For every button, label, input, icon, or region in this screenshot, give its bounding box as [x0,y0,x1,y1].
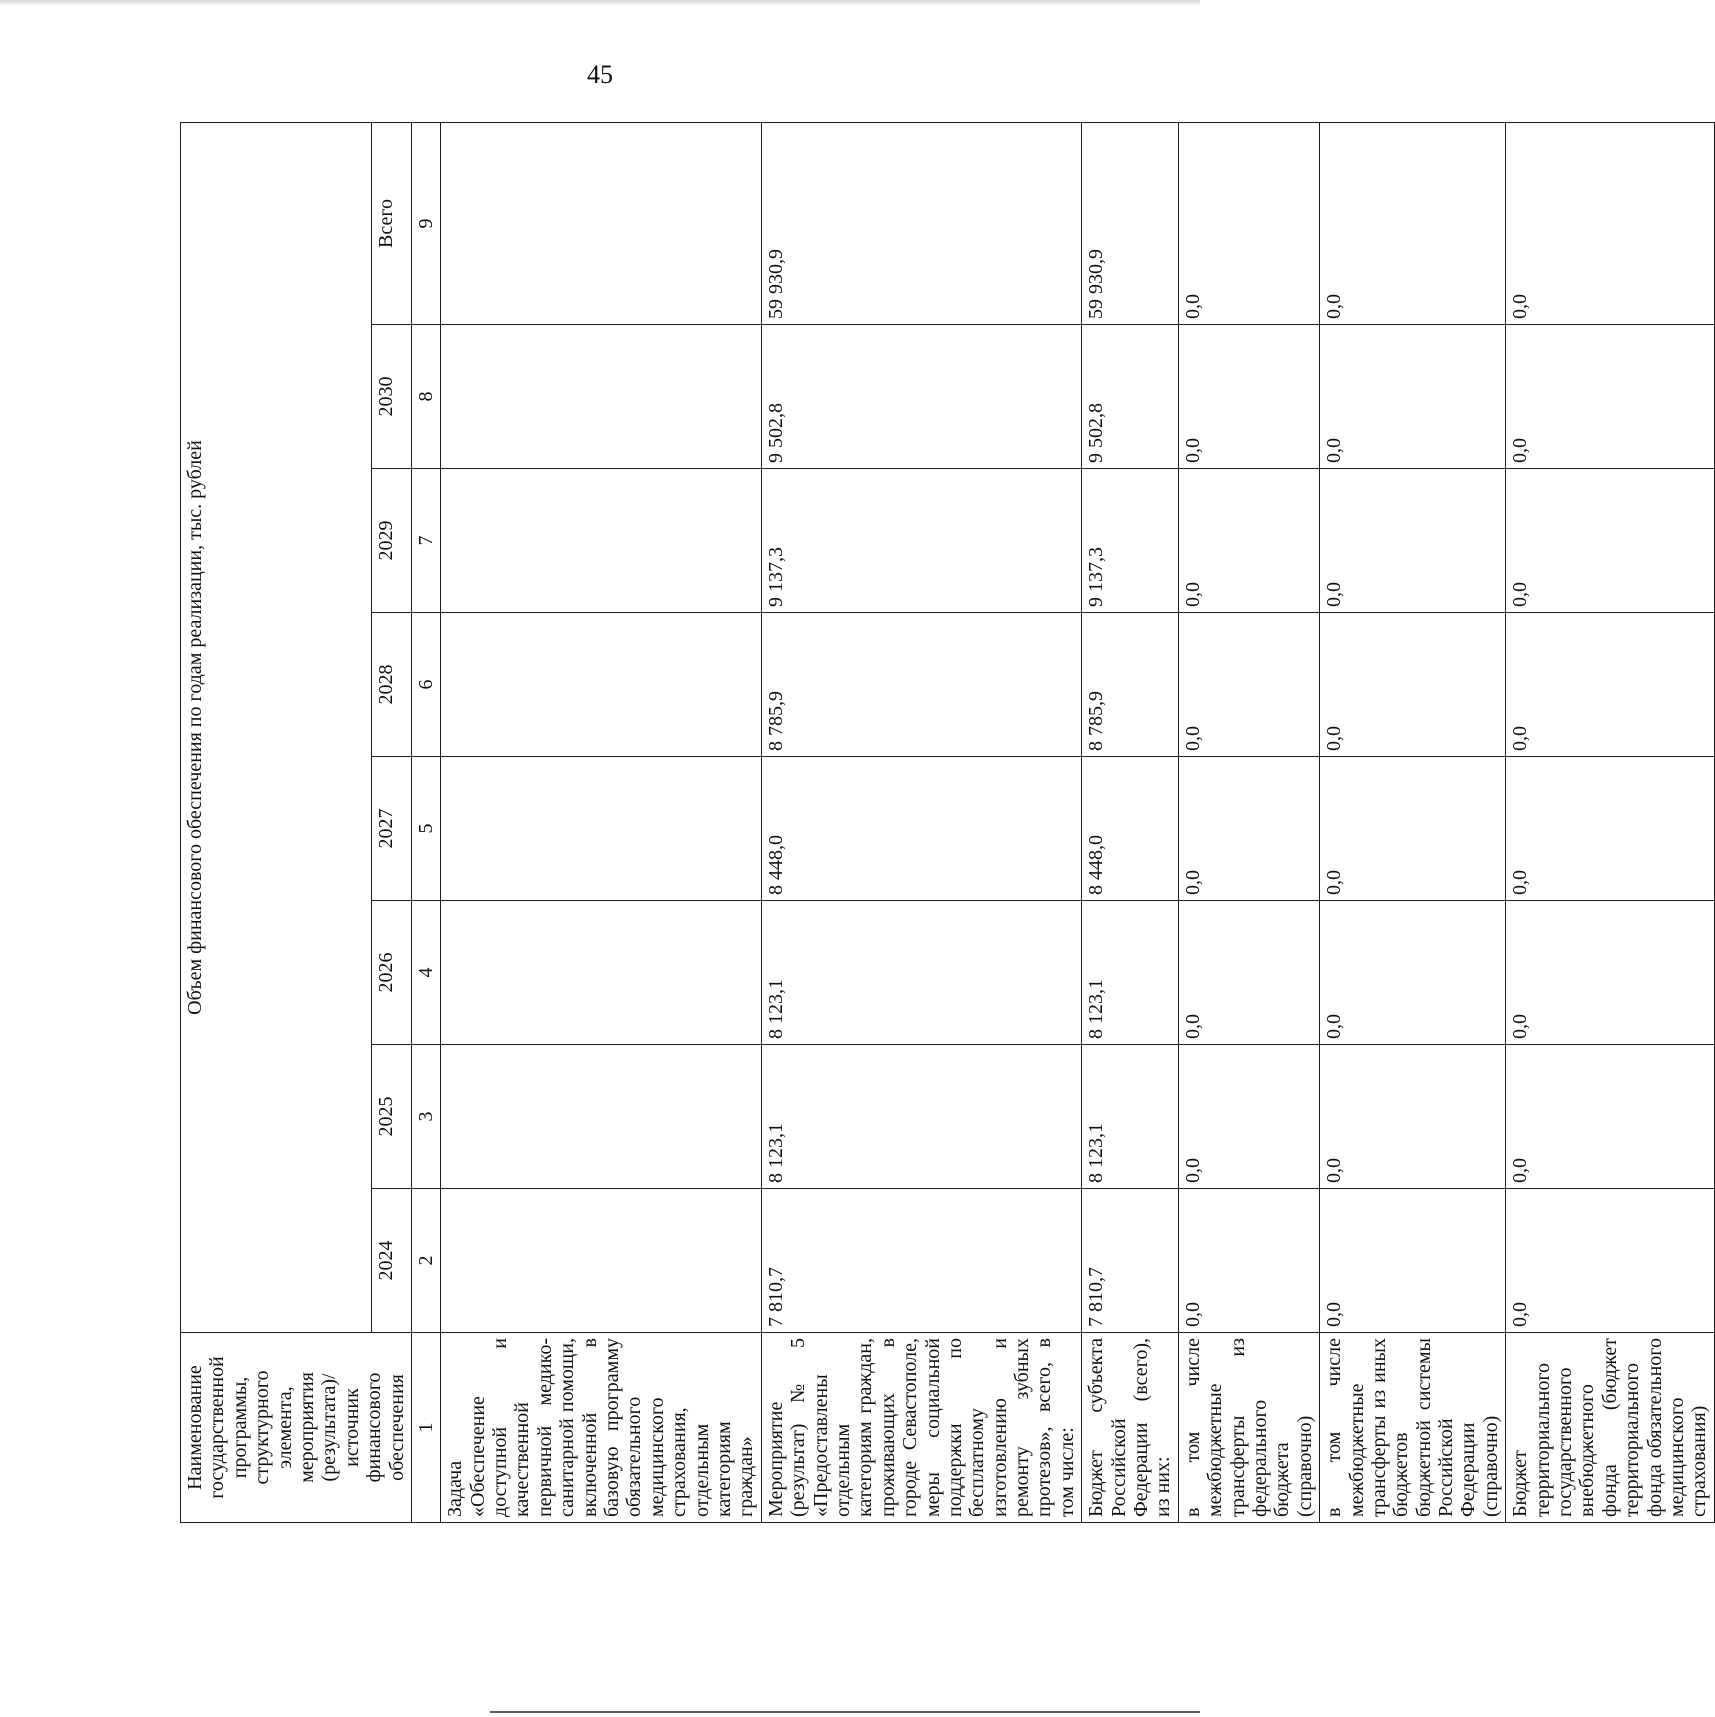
row-value [441,901,761,1045]
page-number: 45 [587,60,613,89]
row-value: 0,0 [1506,1189,1715,1333]
row-value: 0,0 [1178,613,1319,757]
row-value [441,1045,761,1189]
row-value: 7 810,7 [1082,1189,1179,1333]
row-name: Задача «Обеспечение доступной и качественной первичной медико-санитарной помощи, включенной в базовую программу обязательного медицинского страхования, отдельным категориям граждан» [441,1333,761,1523]
column-number: 1 [411,1333,440,1523]
header-year: 2030 [372,325,412,469]
header-total: Всего [372,122,412,324]
row-value: 8 448,0 [761,757,1081,901]
row-value: 0,0 [1506,122,1715,324]
row-value: 0,0 [1178,901,1319,1045]
header-years-row [372,122,412,1522]
row-value: 0,0 [1320,1045,1506,1189]
column-number: 7 [411,469,440,613]
table-row-territorial-fund [1506,122,1715,1522]
row-value: 7 810,7 [761,1189,1081,1333]
row-value: 0,0 [1320,122,1506,324]
row-value: 0,0 [1320,469,1506,613]
column-number: 8 [411,325,440,469]
row-value: 0,0 [1506,901,1715,1045]
table-row-other-transfers [1320,122,1506,1522]
row-value: 8 448,0 [1082,757,1179,901]
column-number-row [411,122,440,1522]
row-value: 9 502,8 [761,325,1081,469]
row-value: 0,0 [1320,613,1506,757]
header-year: 2028 [372,613,412,757]
column-number: 2 [411,1189,440,1333]
header-year: 2026 [372,901,412,1045]
table-row-subject-budget [1082,122,1179,1522]
scan-edge-bottom [490,1711,1200,1713]
row-value: 0,0 [1178,1045,1319,1189]
table-row-task [441,122,761,1522]
rotated-table-wrapper [180,123,1711,1523]
row-value [441,757,761,901]
row-value: 0,0 [1178,122,1319,324]
row-value: 8 123,1 [1082,1045,1179,1189]
column-number: 5 [411,757,440,901]
column-number: 9 [411,122,440,324]
row-value: 9 137,3 [1082,469,1179,613]
row-value [441,122,761,324]
column-number: 6 [411,613,440,757]
row-value: 9 137,3 [761,469,1081,613]
row-value: 8 123,1 [1082,901,1179,1045]
row-value: 0,0 [1320,325,1506,469]
row-value [441,1189,761,1333]
row-value: 0,0 [1320,901,1506,1045]
row-value: 0,0 [1178,757,1319,901]
row-name: в том числе межбюджетные трансферты из иных бюджетов бюджетной системы Российской Федерации (справочно) [1320,1333,1506,1523]
row-value: 9 502,8 [1082,325,1179,469]
header-year: 2027 [372,757,412,901]
row-value: 0,0 [1178,1189,1319,1333]
row-name: в том числе межбюджетные трансферты из федерального бюджета (справочно) [1178,1333,1319,1523]
row-value: 0,0 [1506,325,1715,469]
row-value [441,613,761,757]
scan-edge-top [0,0,1200,6]
header-year: 2025 [372,1045,412,1189]
column-number: 3 [411,1045,440,1189]
row-value: 59 930,9 [1082,122,1179,324]
row-name: Мероприятие (результат) № 5 «Предоставлены отдельным категориям граждан, проживающих в городе Севастополе, меры социальной поддержки по бесплатному изготовлению и ремонту зубных протезов», всего, в том числе: [761,1333,1081,1523]
column-number: 4 [411,901,440,1045]
row-name: Бюджет территориального государственного внебюджетного фонда (бюджет территориального фонда обязательного медицинского страхования) [1506,1333,1715,1523]
header-year: 2024 [372,1189,412,1333]
row-value: 59 930,9 [761,122,1081,324]
row-value: 0,0 [1506,613,1715,757]
row-value: 8 123,1 [761,901,1081,1045]
row-value: 8 123,1 [761,1045,1081,1189]
header-name-column: Наименование государственной программы, структурного элемента, мероприятия (результата)/источник финансового обеспечения [181,1333,412,1523]
row-value: 0,0 [1320,1189,1506,1333]
row-value: 0,0 [1320,757,1506,901]
row-value: 8 785,9 [761,613,1081,757]
row-name: Бюджет субъекта Российской Федерации (всего), из них: [1082,1333,1179,1523]
row-value: 0,0 [1178,469,1319,613]
row-value: 0,0 [1506,1045,1715,1189]
header-year: 2029 [372,469,412,613]
row-value: 0,0 [1506,469,1715,613]
row-value [441,469,761,613]
financing-table [180,122,1715,1523]
row-value [441,325,761,469]
header-row [181,122,372,1522]
table-row-federal-transfers [1178,122,1319,1522]
row-value: 0,0 [1178,325,1319,469]
header-volume-group: Объем финансового обеспечения по годам реализации, тыс. рублей [181,122,372,1332]
table-row-event [761,122,1081,1522]
row-value: 0,0 [1506,757,1715,901]
row-value: 8 785,9 [1082,613,1179,757]
